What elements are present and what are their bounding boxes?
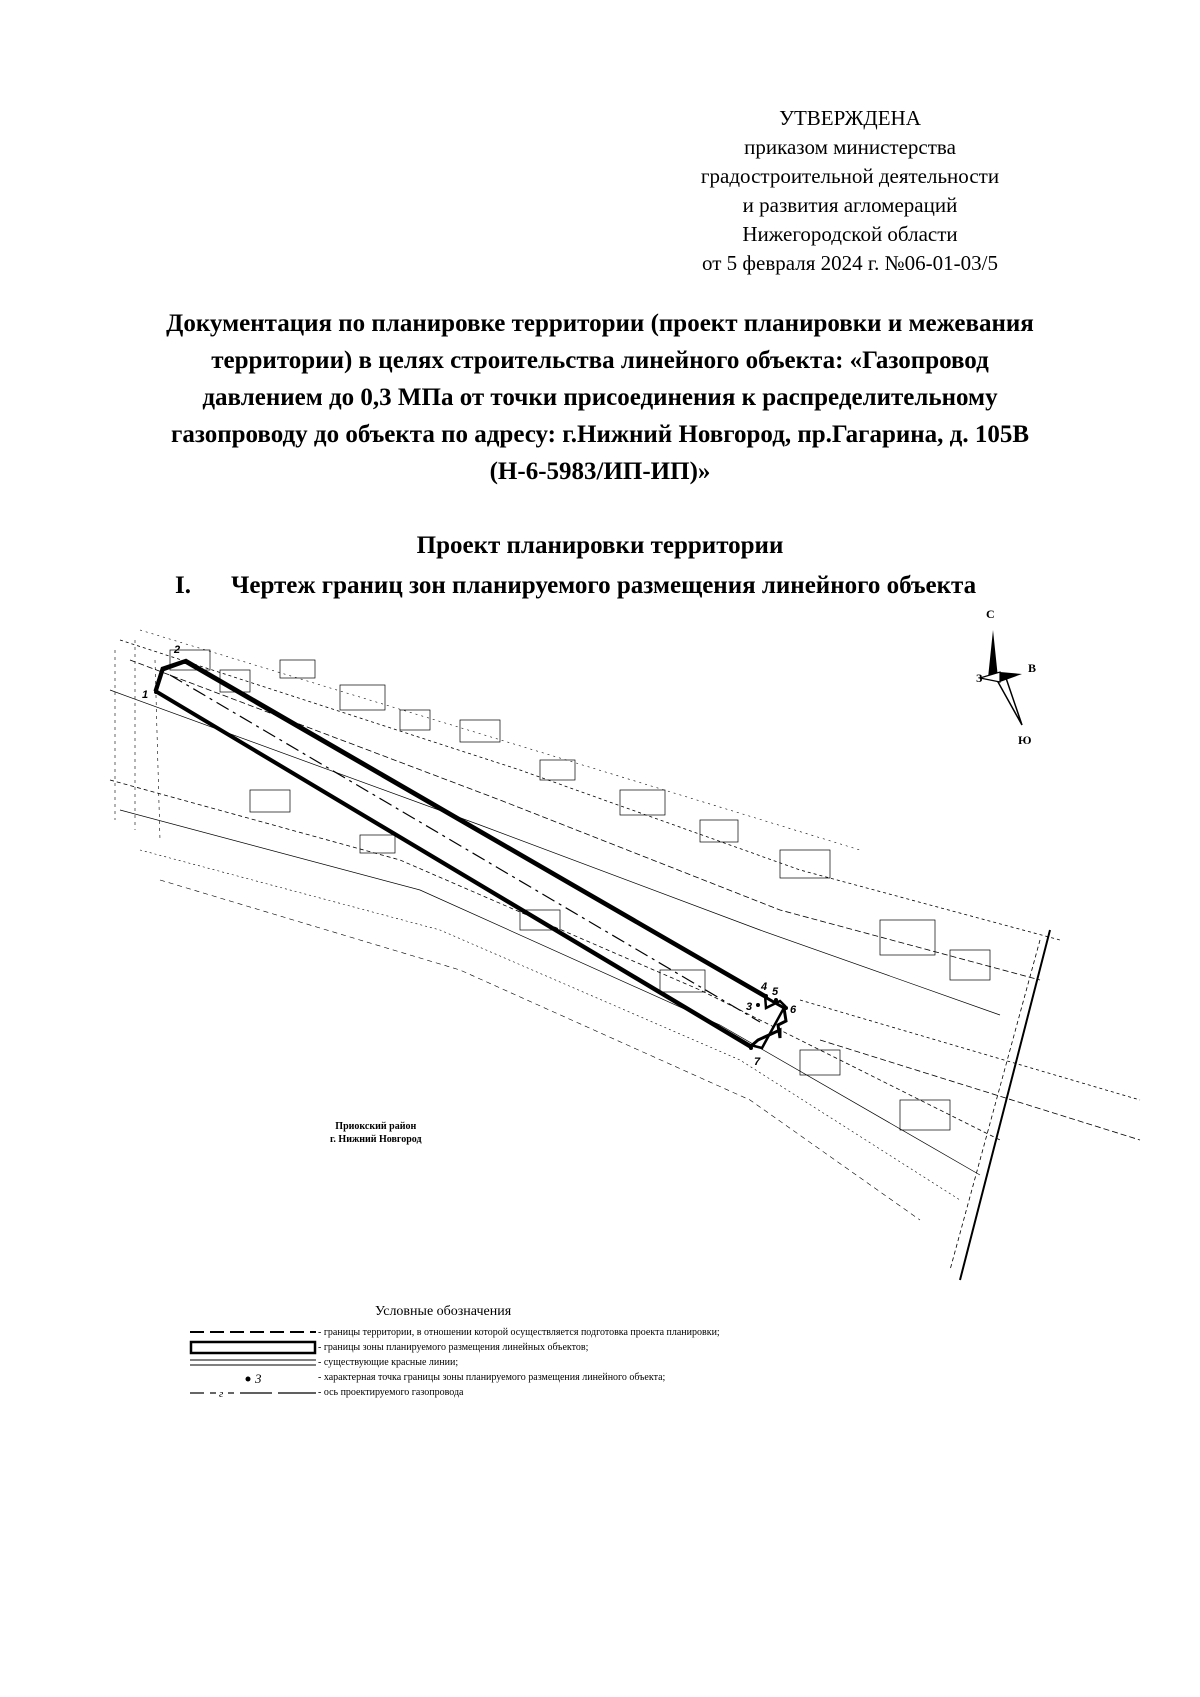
- title-line: Документация по планировке территории (проект планировки и межевания: [166, 310, 1034, 337]
- legend-text: - границы территории, в отношении которой осуществляется подготовка проекта планировки;: [318, 1327, 720, 1338]
- approval-line: Нижегородской области: [742, 222, 958, 246]
- point-marker: [756, 1003, 760, 1007]
- territory-boundary-symbol: [190, 1325, 320, 1340]
- legend-row: [190, 1340, 890, 1355]
- point-label: 2: [174, 644, 181, 656]
- point-marker: [154, 690, 158, 694]
- base-map-texture: [110, 630, 1140, 1280]
- title-line: газопроводу до объекта по адресу: г.Нижний Новгород, пр.Гагарина, д. 105В: [170, 421, 1029, 448]
- point-marker: [784, 1006, 788, 1010]
- approval-stamp: [640, 104, 1060, 278]
- point-label: 5: [772, 986, 779, 998]
- subsection-number: I.: [175, 572, 191, 599]
- legend-row: [190, 1370, 890, 1385]
- city-name: г. Нижний Новгород: [330, 1134, 422, 1145]
- point-marker: [749, 1046, 753, 1050]
- legend-text: - характерная точка границы зоны планируемого размещения линейного объекта;: [318, 1372, 666, 1383]
- compass-rose: [976, 607, 1036, 747]
- district-label: [330, 1120, 422, 1146]
- point-label: 3: [746, 1001, 753, 1013]
- point-label: 4: [761, 981, 768, 993]
- characteristic-points: [142, 644, 797, 1068]
- point-marker: [764, 994, 768, 998]
- compass-east-label: В: [1028, 661, 1037, 675]
- point-label: 7: [754, 1056, 761, 1068]
- approval-line: и развития агломераций: [742, 193, 958, 217]
- legend-text: - границы зоны планируемого размещения линейных объектов;: [318, 1342, 589, 1353]
- title-line: давлением до 0,3 МПа от точки присоединения к распределительному: [202, 384, 998, 411]
- planning-map: [100, 607, 1140, 1280]
- title-line: (Н-6-5983/ИП-ИП)»: [489, 458, 711, 485]
- compass-needle-south: [998, 678, 1022, 725]
- title-line: территории) в целях строительства линейного объекта: «Газопровод: [211, 347, 989, 374]
- map-drawing: [100, 607, 1140, 1280]
- approval-date: от 5 февраля 2024 г. №06-01-03/5: [702, 251, 998, 275]
- compass-north-label: С: [986, 607, 995, 621]
- point-label: 1: [142, 689, 149, 701]
- legend: [190, 1325, 890, 1400]
- planning-zone-outline: [155, 660, 785, 1048]
- compass-west-label: З: [976, 671, 983, 685]
- document-title: [100, 305, 1100, 490]
- approval-line: градостроительной деятельности: [700, 164, 1000, 188]
- red-lines-symbol: [190, 1355, 320, 1370]
- compass-south-label: Ю: [1018, 733, 1032, 747]
- subsection-heading: [175, 572, 976, 600]
- zone-boundary-symbol: [190, 1340, 320, 1355]
- section-title: Проект планировки территории: [416, 532, 784, 559]
- legend-row: [190, 1355, 890, 1370]
- compass-needle-east: [1000, 672, 1022, 682]
- legend-title: Условные обозначения: [375, 1304, 512, 1319]
- approval-line: приказом министерства: [744, 135, 956, 159]
- point-marker: [774, 998, 778, 1002]
- point-label: 6: [790, 1004, 797, 1016]
- legend-text: - ось проектируемого газопровода: [318, 1387, 464, 1398]
- legend-row: [190, 1385, 890, 1400]
- compass-needle-north: [988, 630, 998, 678]
- axis-sample-label: г: [219, 1388, 224, 1400]
- point-marker: [183, 660, 187, 664]
- pipeline-axis-symbol: [190, 1385, 320, 1400]
- legend-text: - существующие красные линии;: [318, 1357, 459, 1368]
- legend-row: [190, 1325, 890, 1340]
- subsection-text: Чертеж границ зон планируемого размещения линейного объекта: [231, 572, 977, 599]
- point-sample-label: 3: [255, 1371, 262, 1386]
- approval-heading: УТВЕРЖДЕНА: [779, 106, 921, 130]
- point-symbol: [190, 1370, 320, 1385]
- district-name: Приокский район: [335, 1121, 417, 1132]
